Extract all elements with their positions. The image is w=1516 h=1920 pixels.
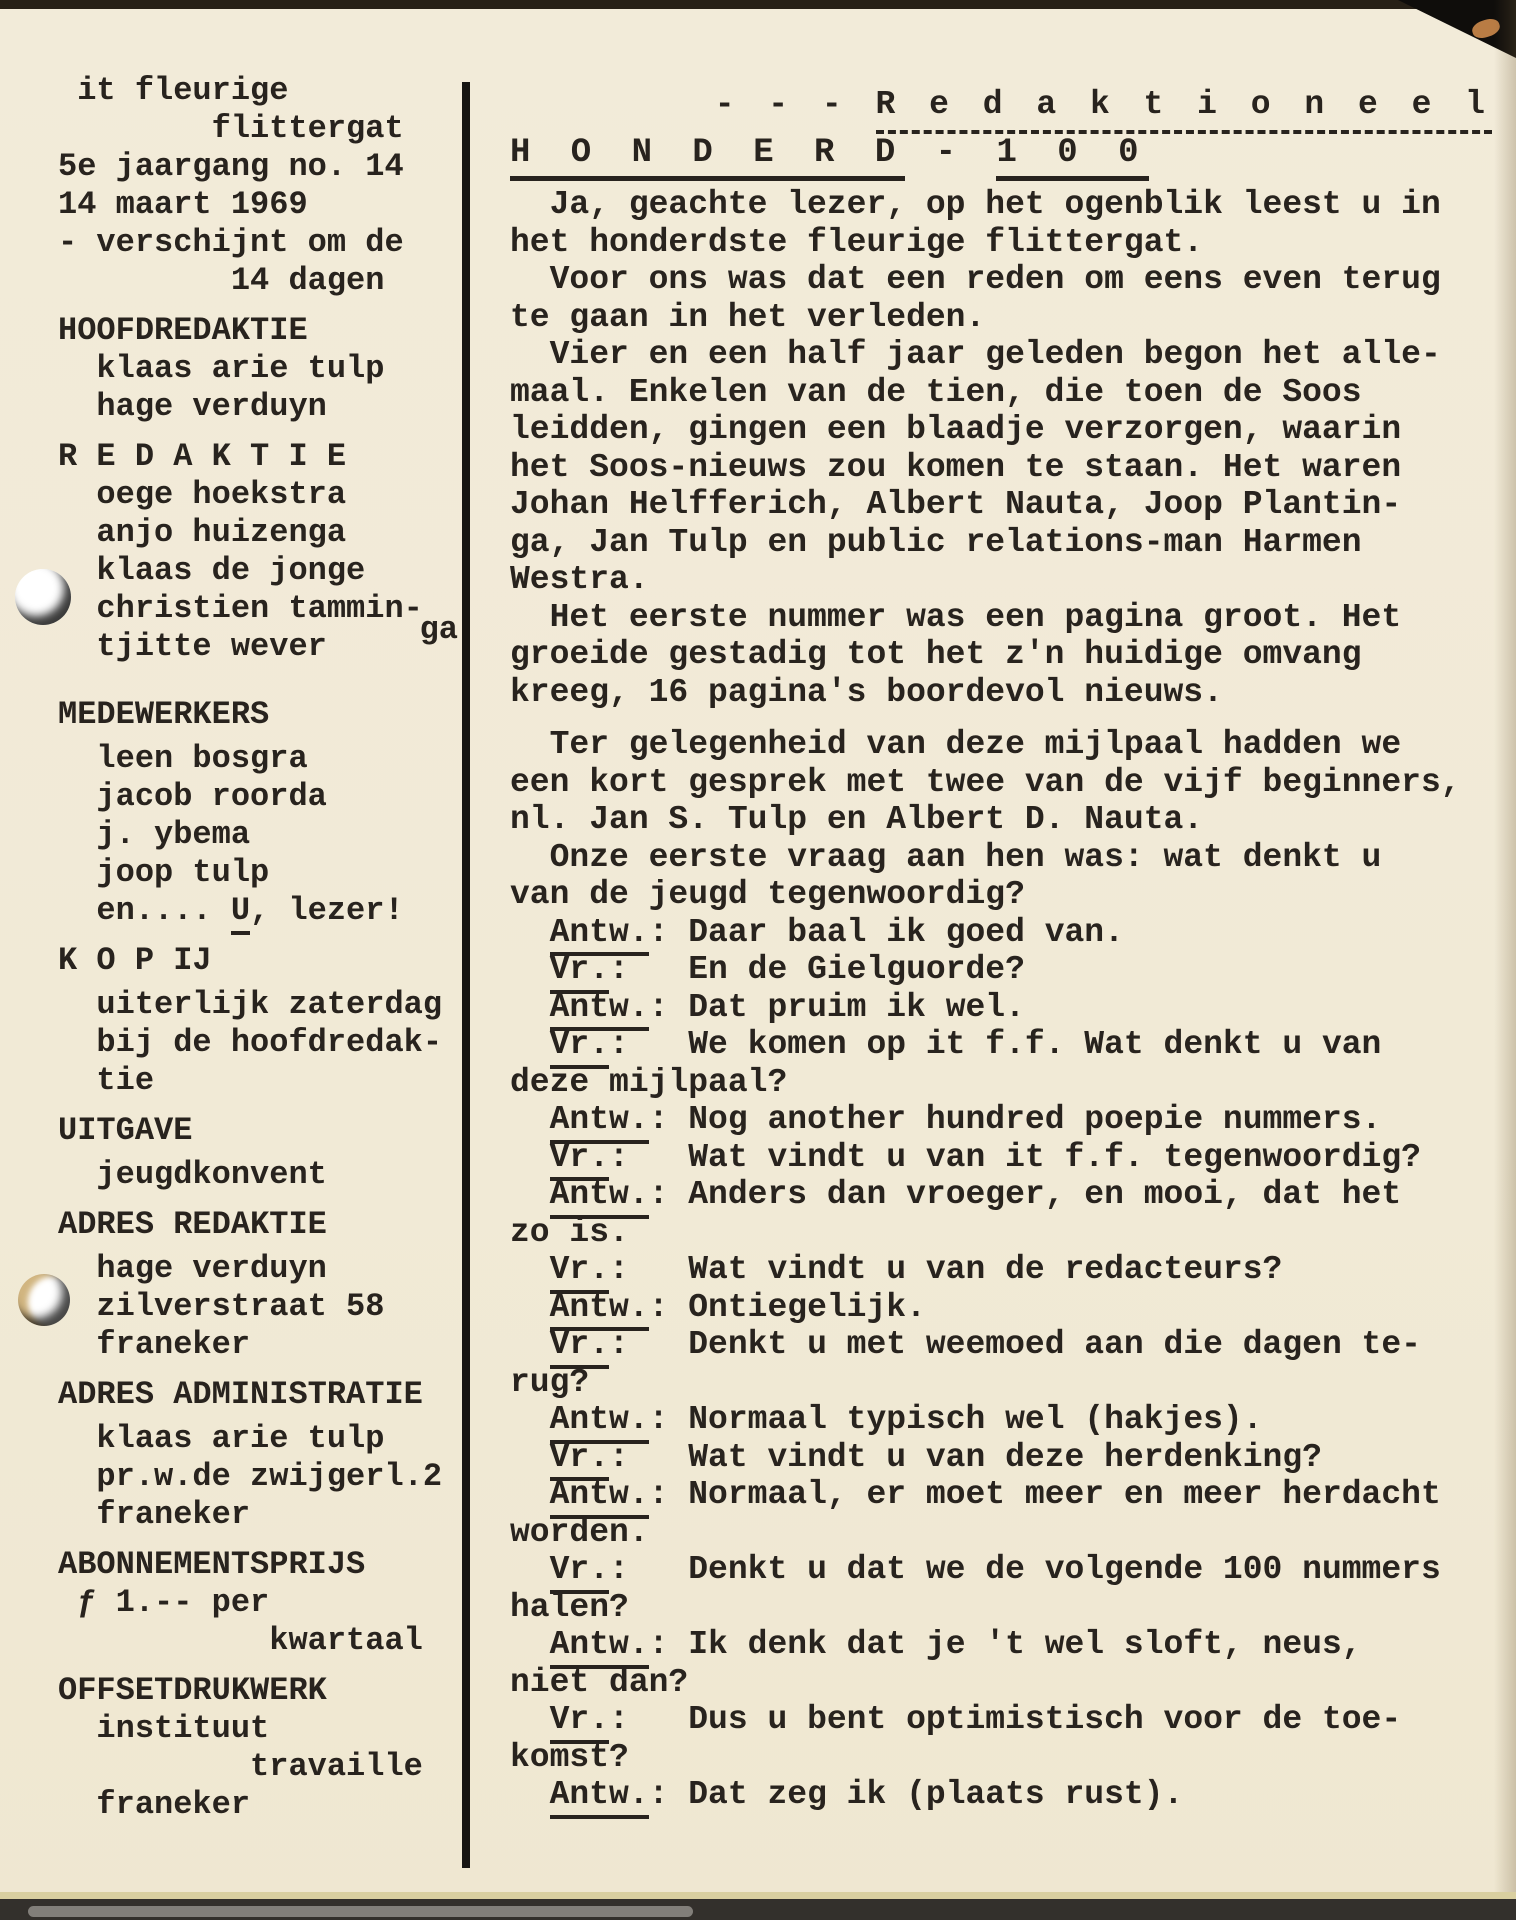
underlined-text: Antw. (550, 1289, 649, 1332)
text-line: Het eerste nummer was een pagina groot. Het (510, 598, 1402, 636)
scanner-reflection (28, 1906, 693, 1917)
text-line: Vr.: Wat vindt u van de redacteurs? (510, 1251, 1496, 1289)
text-line: 5e jaargang no. 14 (58, 148, 404, 185)
text-line: Westra. (510, 561, 649, 598)
underlined-text: Antw. (550, 1401, 649, 1444)
text-line: Vr.: Dus u bent optimistisch voor de toe- (510, 1701, 1496, 1739)
text-line: nl. Jan S. Tulp en Albert D. Nauta. (510, 801, 1204, 838)
underlined-text: Vr. (550, 1326, 609, 1369)
text-line: Voor ons was dat een reden om eens even terug (510, 261, 1441, 298)
text-line: Ja, geachte lezer, op het ogenblik leest u in (510, 186, 1441, 223)
text-line: klaas de jonge (58, 552, 366, 589)
text-line: ga, Jan Tulp en public relations-man Harmen (510, 523, 1362, 561)
page-right-shadow (1494, 0, 1516, 1920)
text-line: uiterlijk zaterdag (58, 986, 443, 1023)
underlined-text: Vr. (550, 1251, 609, 1294)
text-line: HOOFDREDAKTIE (58, 312, 308, 349)
text-line: K O P IJ (58, 942, 212, 979)
text-line: Onze eerste vraag aan hen was: wat denkt u (510, 838, 1382, 876)
text-line: travaille (58, 1748, 423, 1785)
text-line: deze mijlpaal? (510, 1063, 788, 1101)
text-line: te gaan in het verleden. (510, 298, 986, 336)
text-line: Vr.: We komen op it f.f. Wat denkt u van (510, 1026, 1496, 1064)
text-line: een kort gesprek met twee van de vijf beginners, (510, 763, 1461, 801)
scan-top-edge (0, 0, 1516, 9)
text-line: het Soos-nieuws zou komen te staan. Het waren (510, 448, 1402, 486)
masthead-column (58, 72, 462, 1824)
text-line: kwartaal (58, 1622, 423, 1659)
text-line: niet dan? (510, 1663, 689, 1701)
underlined-text: Vr. (550, 951, 609, 994)
hyphen-overflow-text: ga (419, 611, 458, 648)
text-line: tjitte wever ga (58, 611, 458, 665)
page-bottom-edge (0, 1892, 1516, 1899)
text-line: Antw.: Normaal, er moet meer en meer herdacht (510, 1476, 1496, 1514)
text-line: OFFSETDRUKWERK (58, 1672, 327, 1709)
underlined-text: U (231, 892, 250, 935)
article-title (510, 134, 1149, 181)
underlined-text: Antw. (550, 1176, 649, 1219)
underlined-text: Antw. (550, 989, 649, 1032)
title-word: H O N D E R D (510, 134, 905, 181)
text-line: kreeg, 16 pagina's boordevol nieuws. (510, 673, 1223, 711)
text-line: Antw.: Normaal typisch wel (hakjes). (510, 1401, 1496, 1439)
text-line: halen? (510, 1588, 629, 1626)
text-line: it fleurige (58, 72, 289, 109)
text-line: R E D A K T I E (58, 438, 347, 475)
text-line: UITGAVE (58, 1112, 193, 1149)
text-line: van de jeugd tegenwoordig? (510, 876, 1025, 913)
text-line: worden. (510, 1513, 649, 1551)
underlined-text: Vr. (550, 1439, 609, 1482)
text-line: 14 dagen (58, 262, 385, 299)
text-line: Vr.: Denkt u met weemoed aan die dagen te- (510, 1326, 1496, 1364)
text-line: 14 maart 1969 (58, 186, 308, 223)
text-line: anjo huizenga (58, 514, 347, 551)
text-line: maal. Enkelen van de tien, die toen de Soos (510, 373, 1362, 411)
underlined-text: Vr. (550, 1026, 609, 1069)
underlined-text: Vr. (550, 1701, 609, 1744)
text-line: joop tulp (58, 854, 270, 891)
text-line: bij de hoofdredak- (58, 1024, 443, 1061)
text-line: jeugdkonvent (58, 1156, 327, 1193)
text-line: en.... U, lezer! (58, 892, 462, 930)
text-line: Ter gelegenheid van deze mijlpaal hadden we (510, 726, 1402, 763)
title-separator: - (905, 134, 997, 172)
text-line: groeide gestadig tot het z'n huidige omvang (510, 636, 1362, 673)
text-line: franeker (58, 1786, 251, 1823)
text-line: flittergat (58, 110, 404, 147)
text-line: Antw.: Ik denk dat je 't wel sloft, neus, (510, 1626, 1496, 1664)
text-line: Vr.: En de Gielguorde? (510, 951, 1496, 989)
column-divider-rule (462, 82, 470, 1868)
text-line: zo is. (510, 1213, 629, 1251)
text-line: MEDEWERKERS (58, 696, 270, 733)
text-line: - verschijnt om de (58, 224, 404, 261)
text-line: ABONNEMENTSPRIJS (58, 1546, 366, 1583)
underlined-text: Antw. (550, 1626, 649, 1669)
underlined-text: Vr. (550, 1551, 609, 1594)
text-line: ADRES ADMINISTRATIE (58, 1376, 423, 1413)
title-number: 1 0 0 (996, 134, 1148, 181)
text-line: ƒ 1.-- per (58, 1584, 270, 1621)
text-line: ADRES REDAKTIE (58, 1206, 327, 1243)
text-line: hage verduyn (58, 388, 327, 425)
kicker-text: R e d a k t i o n e e l (876, 86, 1492, 134)
text-line: tie (58, 1062, 155, 1099)
underlined-text: Vr. (550, 1139, 609, 1182)
text-line: Vier en een half jaar geleden begon het alle- (510, 336, 1441, 373)
text-line: oege hoekstra (58, 476, 347, 513)
text-line: klaas arie tulp (58, 350, 385, 387)
text-line: het honderdste fleurige flittergat. (510, 223, 1204, 261)
text-line: franeker (58, 1326, 251, 1363)
underlined-text: Antw. (550, 1101, 649, 1144)
text-line: Antw.: Dat pruim ik wel. (510, 989, 1496, 1027)
text-line: zilverstraat 58 (58, 1288, 385, 1325)
text-line: jacob roorda (58, 778, 327, 815)
text-line: leidden, gingen een blaadje verzorgen, waarin (510, 411, 1402, 448)
text-line: komst? (510, 1738, 629, 1776)
text-line: klaas arie tulp (58, 1420, 385, 1457)
article-kicker (715, 86, 1492, 134)
text-line: Antw.: Ontiegelijk. (510, 1289, 1496, 1327)
text-line: leen bosgra (58, 740, 308, 777)
underlined-text: Antw. (550, 1776, 649, 1819)
text-line: rug? (510, 1363, 590, 1401)
text-line: Antw.: Nog another hundred poepie nummers. (510, 1101, 1496, 1139)
text-line: Antw.: Daar baal ik goed van. (510, 914, 1496, 952)
text-line: hage verduyn (58, 1250, 327, 1287)
text-line: christien tammin- (58, 590, 423, 627)
text-line: pr.w.de zwijgerl.2 (58, 1458, 443, 1495)
text-line: Vr.: Wat vindt u van deze herdenking? (510, 1439, 1496, 1477)
text-line: Antw.: Anders dan vroeger, en mooi, dat het (510, 1176, 1496, 1214)
text-line: Antw.: Dat zeg ik (plaats rust). (510, 1776, 1496, 1814)
underlined-text: Antw. (550, 914, 649, 957)
underlined-text: Antw. (550, 1476, 649, 1519)
kicker-dashes: - - - (714, 86, 876, 123)
text-line: Vr.: Wat vindt u van it f.f. tegenwoordig? (510, 1139, 1496, 1177)
article-body-column (510, 186, 1496, 1814)
text-line: instituut (58, 1710, 270, 1747)
text-line: Vr.: Denkt u dat we de volgende 100 nummers (510, 1551, 1496, 1589)
text-line: j. ybema (58, 816, 251, 853)
text-line: franeker (58, 1496, 251, 1533)
text-line: Johan Helfferich, Albert Nauta, Joop Plantin- (510, 486, 1402, 523)
